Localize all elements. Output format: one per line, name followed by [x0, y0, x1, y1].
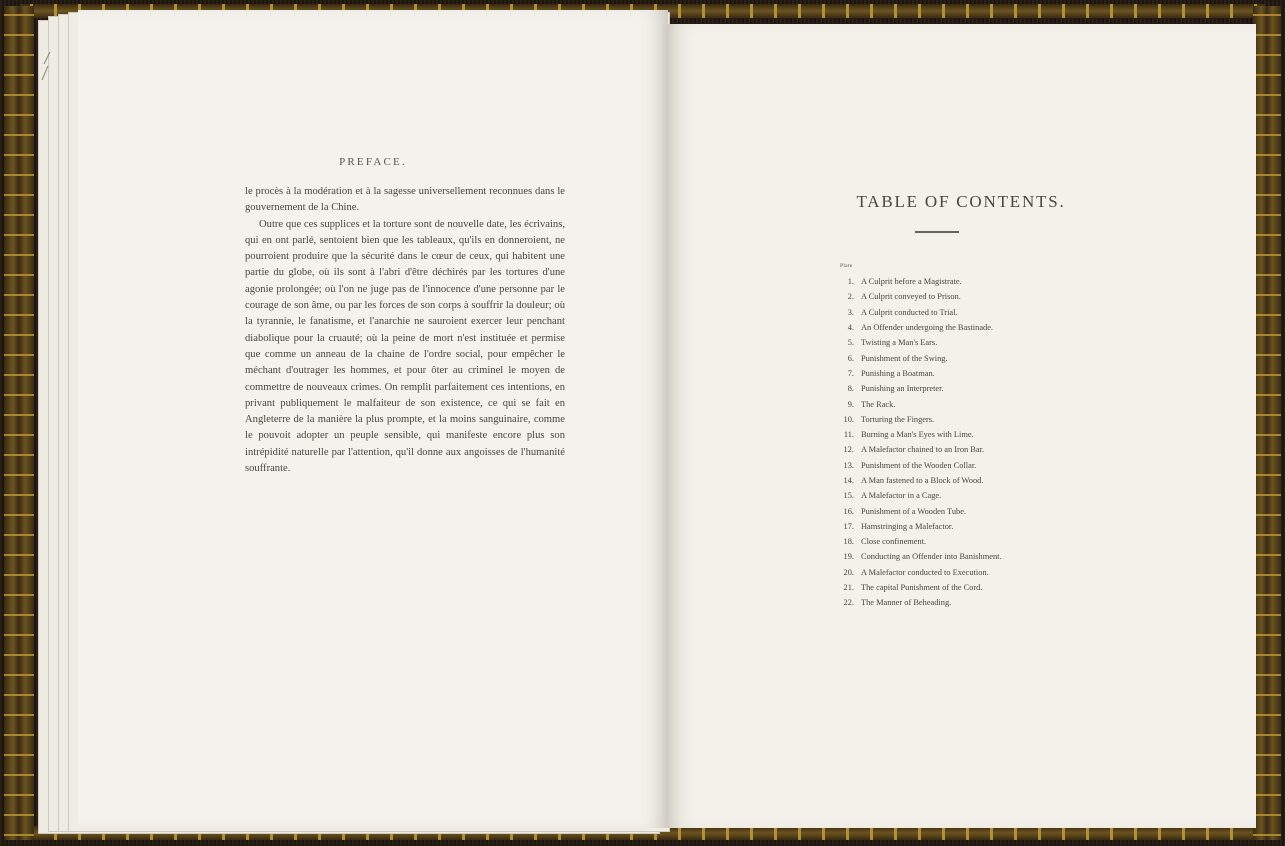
toc-item-text: Punishment of the Swing.: [861, 353, 948, 363]
toc-item-text: Conducting an Offender into Banishment.: [861, 552, 1002, 562]
toc-item: [832, 519, 1002, 534]
toc-item: [832, 412, 1002, 427]
toc-item-text: A Malefactor in a Cage.: [861, 491, 942, 501]
toc-item: [832, 565, 1002, 580]
toc-item-number: 7.: [847, 368, 854, 378]
toc-item-text: Punishing an Interpreter.: [861, 384, 944, 394]
toc-item-number: 16.: [843, 506, 854, 516]
toc-item: [832, 549, 1002, 564]
toc-item-text: Punishment of a Wooden Tube.: [861, 506, 967, 516]
toc-item: [832, 442, 1002, 457]
toc-item-text: A Man fastened to a Block of Wood.: [861, 476, 984, 485]
toc-item-number: 22.: [843, 598, 854, 608]
toc-item-text: Close confinement.: [861, 537, 927, 547]
toc-item: [832, 427, 1002, 442]
preface-paragraph: Outre que ces supplices et la torture sont de nouvelle date, les écrivains, qui en ont parlé, sentoient bien que les tableaux, qu'ils en donneroient, ne pourroient produire que la sécurité dans le cœur de ceux, qui habitent une partie du globe, où ils sont à l'abri d'être déchirés par les tortures d'une agonie prolongée; où l'on ne juge pas de l'innocence d'une personne par le courage de son âme, ou par les forces de son corps à souffrir la douleur; où la tyrannie, le fanatisme, et l'anarchie ne sauroient exercer leur penchant diabolique pour la cruauté; où la peine de mort n'est instituée et permise que comme un anneau de la chaine de l'ordre social, pour empêcher le méchant d'outrager les hommes, et pour ôter au criminel le moyen de commettre de nouveaux crimes. On remplit parfaitement ces intentions, en privant publiquement le malfaiteur de son existence, ce qui se fait en Angleterre de la manière la plus prompte, et la moins sanguinaire, comme le pouvoit adopter un peuple sensible, qui manifeste encore plus son intrépidité naturelle par l'attention, qu'il donne aux angoisses de l'humanité souffrante.: [245, 218, 565, 475]
toc-item: [832, 274, 1002, 289]
toc-item: [832, 396, 1002, 411]
toc-item-number: 3.: [847, 307, 854, 317]
gilt-border-left: [4, 6, 34, 840]
toc-item: [832, 289, 1002, 304]
preface-paragraph: le procès à la modération et à la sagesse universellement reconnues dans le gouvernement de la Chine.: [245, 186, 565, 214]
toc-item-text: A Malefactor chained to an Iron Bar.: [861, 445, 985, 455]
toc-item: [832, 458, 1002, 473]
toc-item: [832, 595, 1002, 610]
toc-divider: [915, 231, 959, 233]
toc-item: [832, 381, 1002, 396]
toc-item-text: Burning a Man's Eyes with Lime.: [861, 430, 974, 440]
toc-item-number: 17.: [843, 521, 854, 531]
toc-plate-label: Plate: [840, 263, 853, 269]
toc-item: [832, 534, 1002, 549]
toc-item-text: Punishing a Boatman.: [861, 368, 935, 378]
toc-item-text: A Culprit conducted to Trial.: [861, 307, 958, 317]
toc-item-text: Torturing the Fingers.: [861, 414, 935, 424]
gilt-border-right: [1253, 6, 1281, 840]
toc-item-number: 5.: [847, 338, 854, 348]
left-page: [78, 10, 668, 828]
pencil-mark: [40, 50, 54, 90]
toc-item: [832, 305, 1002, 320]
toc-item-number: 13.: [843, 460, 854, 470]
toc-item: [832, 350, 1002, 365]
toc-item-text: The capital Punishment of the Cord.: [861, 583, 983, 593]
toc-item-number: 9.: [847, 399, 854, 409]
toc-item-number: 1.: [847, 277, 854, 287]
toc-item-number: 8.: [847, 384, 854, 394]
toc-item-number: 6.: [847, 353, 854, 363]
toc-item-number: 4.: [847, 323, 854, 333]
toc-item-number: 18.: [843, 537, 854, 547]
toc-item-text: Punishment of the Wooden Collar.: [861, 460, 977, 470]
toc-item-text: Hamstringing a Malefactor.: [861, 521, 954, 531]
toc-item-number: 21.: [843, 583, 854, 593]
toc-item-text: An Offender undergoing the Bastinade.: [861, 323, 994, 333]
toc-item-number: 10.: [843, 414, 854, 424]
toc-item-text: The Manner of Beheading.: [861, 598, 952, 608]
toc-item-text: A Malefactor conducted to Execution.: [861, 567, 989, 577]
toc-item-number: 12.: [843, 445, 854, 455]
toc-item-number: 15.: [843, 491, 854, 501]
toc-item-number: 14.: [843, 476, 854, 485]
toc-item-text: A Culprit before a Magistrate.: [861, 277, 962, 287]
toc-item-number: 19.: [843, 552, 854, 562]
toc-item-number: 20.: [843, 567, 854, 577]
toc-item: [832, 488, 1002, 503]
toc-item-text: A Culprit conveyed to Prison.: [861, 292, 961, 302]
toc-item-number: 2.: [847, 292, 854, 302]
toc-item: [832, 473, 1002, 488]
toc-item: [832, 366, 1002, 381]
toc-item: [832, 320, 1002, 335]
toc-item: [832, 580, 1002, 595]
toc-item-number: 11.: [843, 430, 854, 440]
toc-list: [832, 274, 1002, 611]
toc-item: [832, 335, 1002, 350]
toc-item-text: The Rack.: [861, 399, 896, 409]
toc-item-text: Twisting a Man's Ears.: [861, 338, 938, 348]
toc-item: [832, 503, 1002, 518]
preface-heading: PREFACE.: [339, 156, 407, 168]
preface-body: [245, 184, 565, 477]
toc-title: TABLE OF CONTENTS.: [856, 192, 1066, 211]
right-page: [666, 24, 1256, 828]
